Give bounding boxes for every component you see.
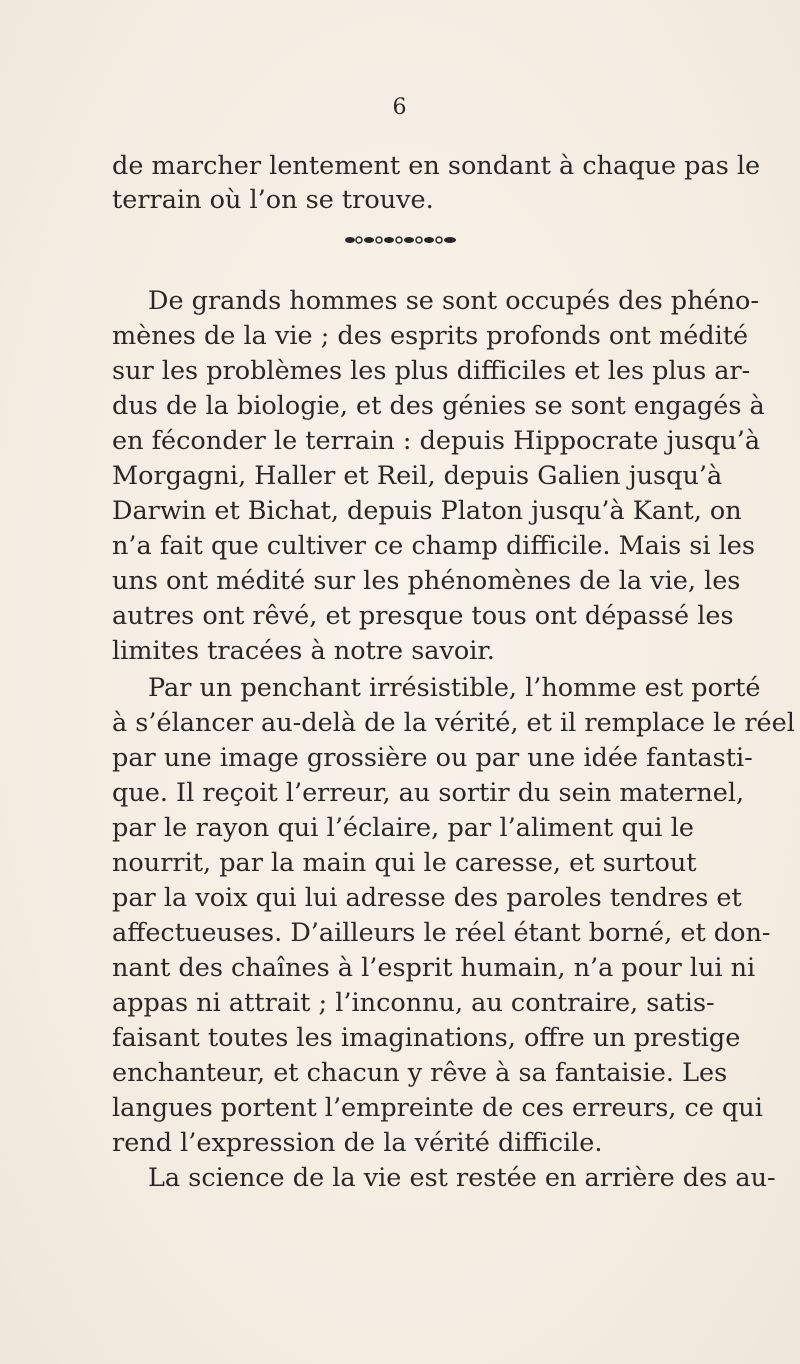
text-line: sur les problèmes les plus difficiles et les plus ar- <box>112 356 751 386</box>
text-line: à s’élancer au-delà de la vérité, et il remplace le réel <box>112 708 795 738</box>
text-line: langues portent l’empreinte de ces erreurs, ce qui <box>112 1093 763 1123</box>
text-line: en féconder le terrain : depuis Hippocrate jusqu’à <box>112 426 761 456</box>
text-line: affectueuses. D’ailleurs le réel étant borné, et don- <box>112 918 771 948</box>
text-line: uns ont médité sur les phénomènes de la vie, les <box>112 566 741 596</box>
text-line: appas ni attrait ; l’inconnu, au contraire, satis- <box>112 988 715 1018</box>
text-line: par une image grossière ou par une idée fantasti- <box>112 743 753 773</box>
text-line: que. Il reçoit l’erreur, au sortir du sein maternel, <box>112 778 745 808</box>
text-line: De grands hommes se sont occupés des phéno- <box>148 286 759 316</box>
text-line: La science de la vie est restée en arrière des au- <box>148 1163 776 1193</box>
text-line: nant des chaînes à l’esprit humain, n’a pour lui ni <box>112 953 756 983</box>
text-line: rend l’expression de la vérité difficile. <box>112 1128 603 1158</box>
text-line: par le rayon qui l’éclaire, par l’aliment qui le <box>112 813 694 843</box>
text-line: mènes de la vie ; des esprits profonds ont médité <box>112 321 749 351</box>
text-line: nourrit, par la main qui le caresse, et surtout <box>112 848 697 878</box>
text-line: autres ont rêvé, et presque tous ont dépassé les <box>112 601 734 631</box>
text-line: n’a fait que cultiver ce champ difficile. Mais si les <box>112 531 755 561</box>
text-line: Morgagni, Haller et Reil, depuis Galien jusqu’à <box>112 461 723 491</box>
text-line: dus de la biologie, et des génies se sont engagés à <box>112 391 765 421</box>
text-line: enchanteur, et chacun y rêve à sa fantaisie. Les <box>112 1058 728 1088</box>
text-line: faisant toutes les imaginations, offre un prestige <box>112 1023 741 1053</box>
text-line: par la voix qui lui adresse des paroles tendres et <box>112 883 742 913</box>
section-divider-ornament <box>345 234 457 246</box>
text-line: Darwin et Bichat, depuis Platon jusqu’à Kant, on <box>112 496 742 526</box>
text-line: de marcher lentement en sondant à chaque pas le <box>112 151 761 181</box>
page-number: 6 <box>392 95 408 120</box>
text-line: Par un penchant irrésistible, l’homme est porté <box>148 673 761 703</box>
text-line: terrain où l’on se trouve. <box>112 185 434 215</box>
text-line: limites tracées à notre savoir. <box>112 636 495 666</box>
